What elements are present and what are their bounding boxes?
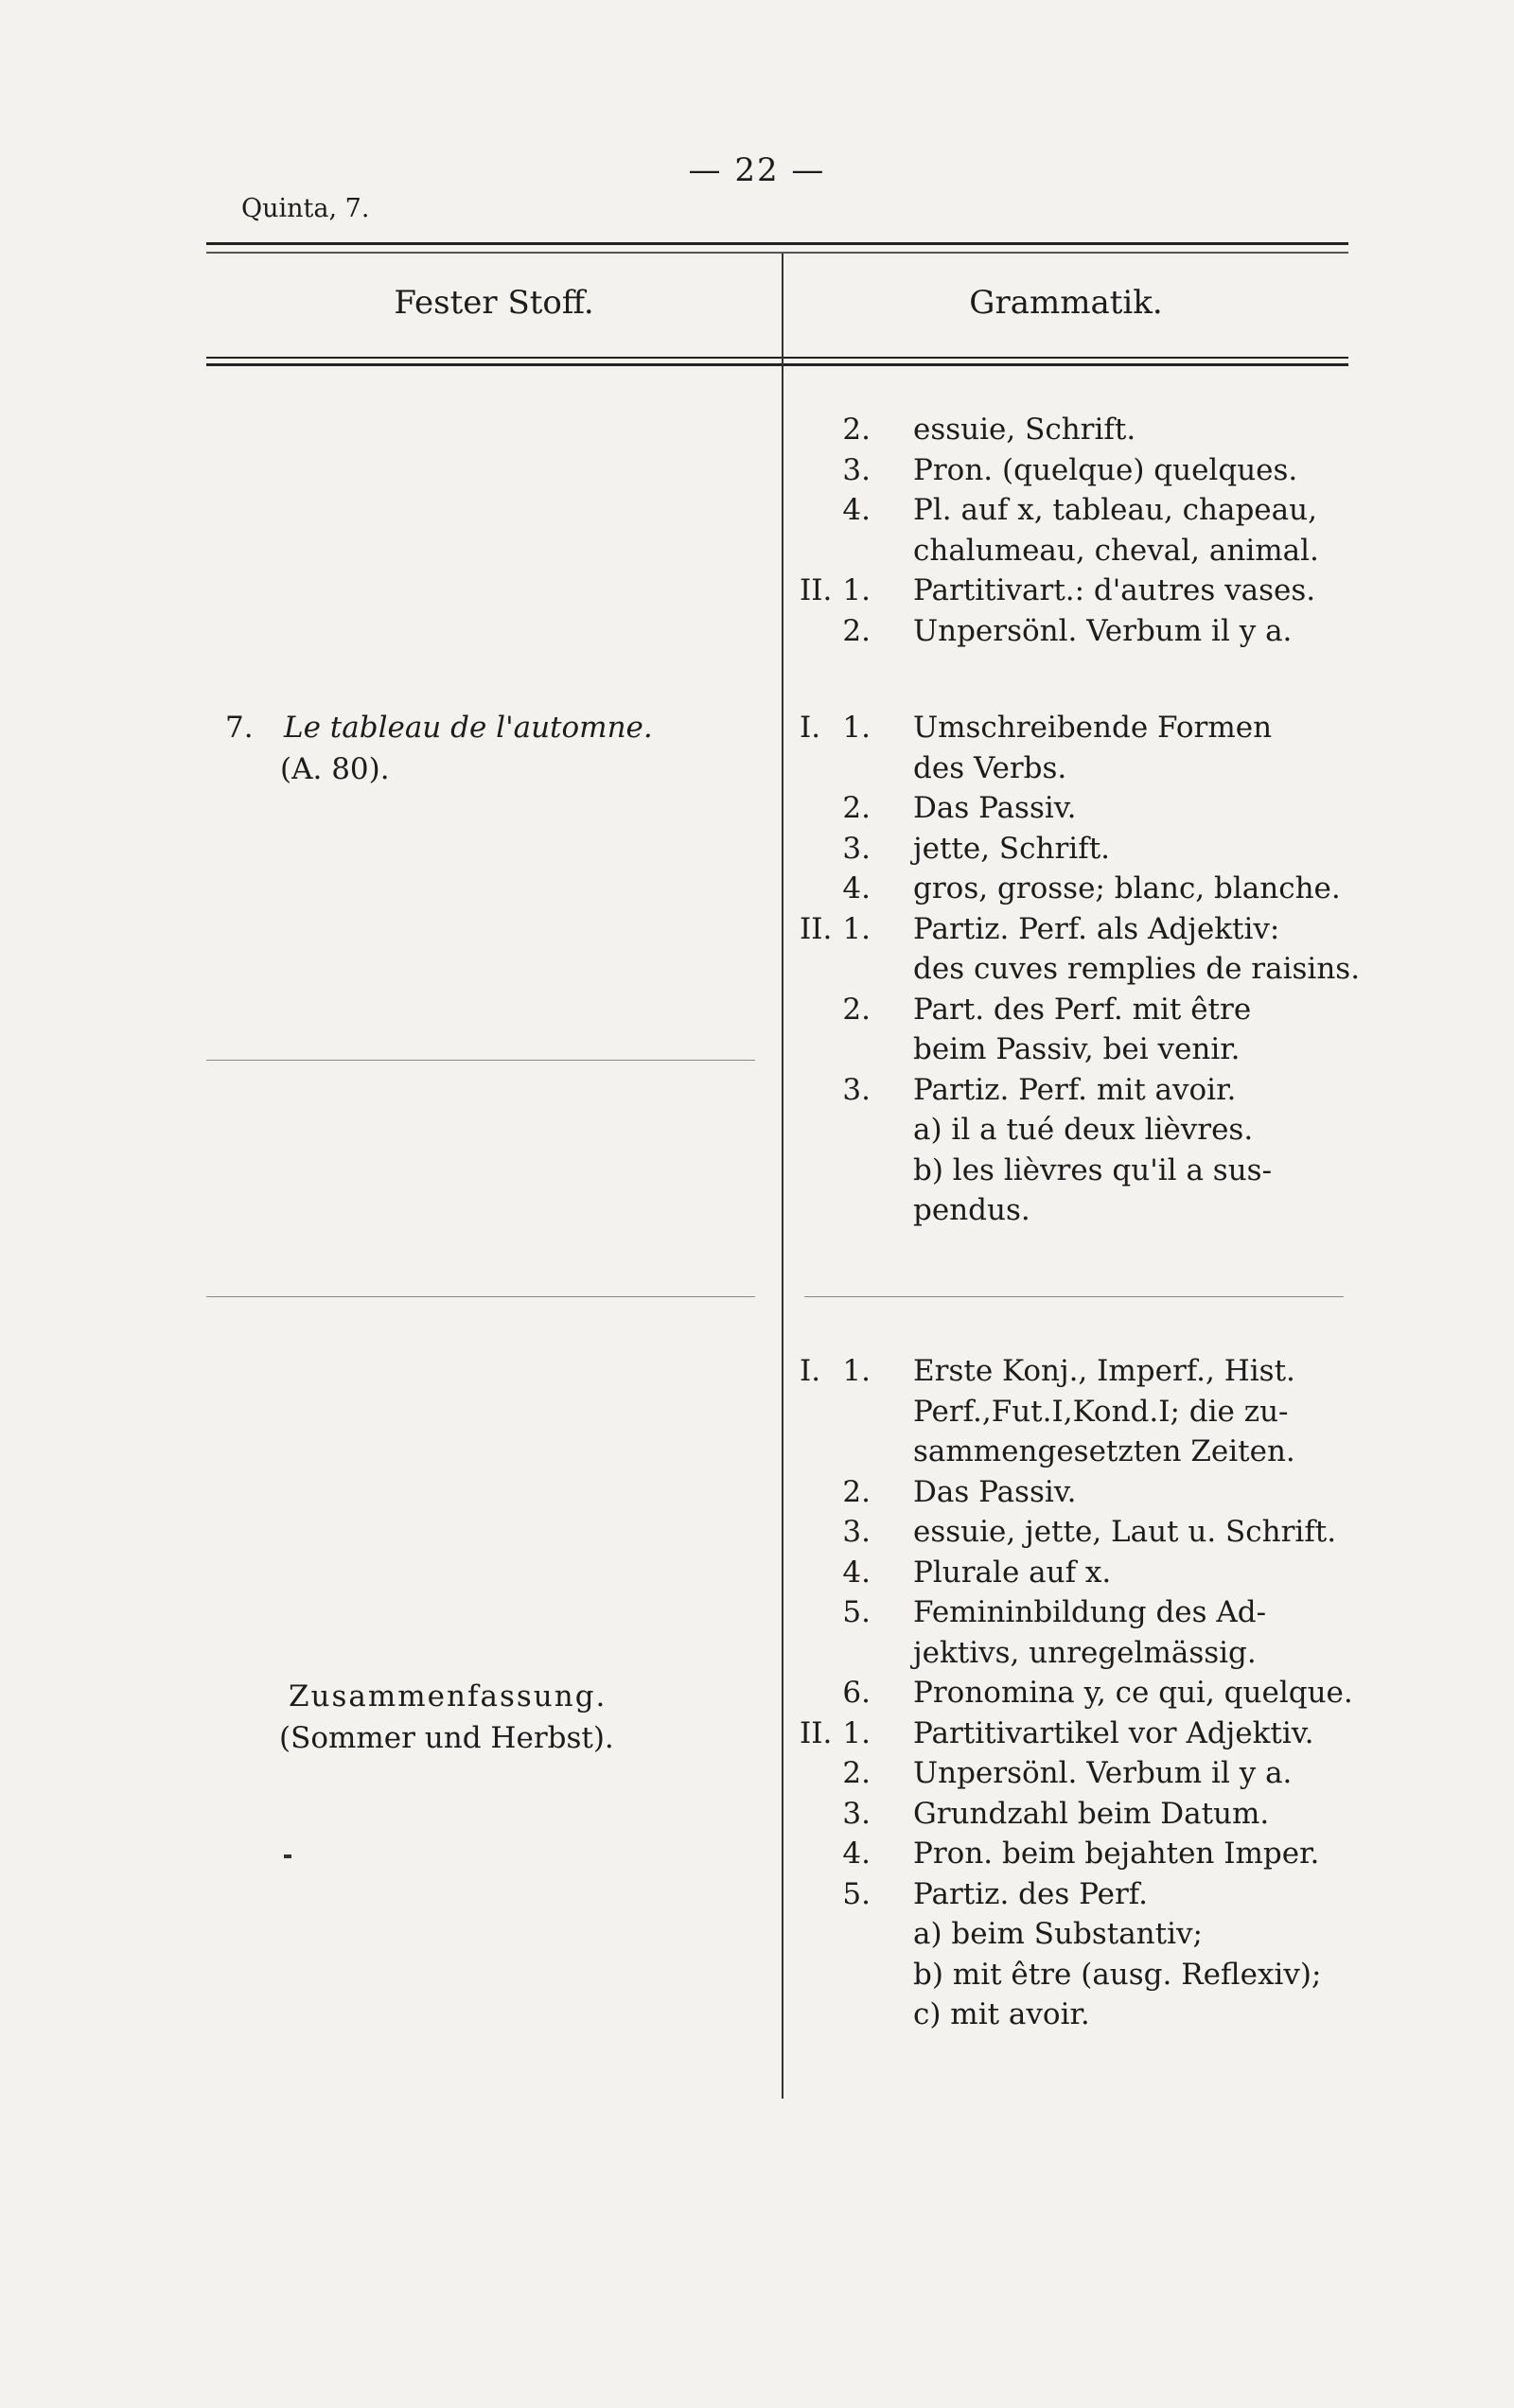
section-divider: [206, 1296, 755, 1297]
item-number: 1.: [842, 573, 871, 607]
item-7-title: Le tableau de l'automne.: [284, 711, 653, 745]
item-number: 4.: [842, 1837, 871, 1871]
item-7-number: 7.: [225, 711, 254, 745]
class-label: Quinta, 7.: [241, 194, 370, 223]
grammar-entry: a) beim Substantiv;: [913, 1917, 1203, 1951]
grammar-entry: des cuves remplies de raisins.: [913, 952, 1361, 986]
grammar-entry: Das Passiv.: [913, 1474, 1077, 1509]
section-roman-numeral: I.: [800, 711, 821, 745]
grammar-entry: Perf.,Fut.I,Kond.I; die zu-: [913, 1394, 1289, 1429]
grammar-entry: beim Passiv, bei venir.: [913, 1032, 1241, 1066]
item-number: 3.: [842, 1796, 871, 1831]
section-roman-numeral: II.: [800, 1715, 833, 1750]
grammar-entry: Unpersönl. Verbum il y a.: [913, 613, 1293, 648]
grammar-entry: essuie, Schrift.: [913, 413, 1136, 447]
item-number: 3.: [842, 1515, 871, 1549]
grammar-entry: Unpersönl. Verbum il y a.: [913, 1756, 1293, 1790]
grammar-entry: b) les lièvres qu'il a sus-: [913, 1152, 1273, 1187]
grammar-entry: Plurale auf x.: [913, 1555, 1112, 1590]
section-roman-numeral: II.: [800, 911, 833, 946]
grammar-entry: pendus.: [913, 1193, 1030, 1227]
item-number: 1.: [842, 911, 871, 946]
grammar-entry: des Verbs.: [913, 750, 1067, 785]
item-number: 3.: [842, 831, 871, 866]
grammar-entry: gros, grosse; blanc, blanche.: [913, 871, 1341, 905]
item-number: 2.: [842, 1756, 871, 1790]
grammar-entry: Part. des Perf. mit être: [913, 992, 1252, 1027]
grammar-entry: jektivs, unregelmässig.: [913, 1635, 1257, 1670]
summary-title: Zusammenfassung.: [289, 1679, 607, 1714]
item-number: 1.: [842, 1715, 871, 1750]
section-divider: [804, 1296, 1344, 1297]
grammar-entry: a) il a tué deux lièvres.: [913, 1113, 1254, 1147]
grammar-entry: Partiz. des Perf.: [913, 1876, 1148, 1911]
grammar-entry: Pronomina y, ce qui, quelque.: [913, 1676, 1353, 1710]
item-number: 6.: [842, 1676, 871, 1710]
grammar-entry: Pl. auf x, tableau, chapeau,: [913, 493, 1317, 527]
column-title-fester-stoff: Fester Stoff.: [394, 284, 594, 322]
top-rule: [206, 242, 1348, 245]
item-number: 4.: [842, 871, 871, 905]
item-number: 2.: [842, 992, 871, 1027]
grammar-entry: Grundzahl beim Datum.: [913, 1796, 1270, 1831]
item-number: 3.: [842, 1072, 871, 1107]
header-rule: [206, 357, 1348, 359]
top-rule-thin: [206, 252, 1348, 254]
grammar-entry: sammengesetzten Zeiten.: [913, 1434, 1295, 1468]
summary-subtitle: (Sommer und Herbst).: [279, 1721, 614, 1755]
item-number: 4.: [842, 1555, 871, 1590]
grammar-entry: Pron. beim bejahten Imper.: [913, 1837, 1320, 1871]
item-number: 2.: [842, 413, 871, 447]
item-number: 1.: [842, 1354, 871, 1388]
item-number: 1.: [842, 711, 871, 745]
section-divider: [206, 1060, 755, 1061]
section-roman-numeral: I.: [800, 1354, 821, 1388]
grammar-entry: Femininbildung des Ad-: [913, 1595, 1267, 1629]
grammar-entry: Umschreibende Formen: [913, 711, 1273, 745]
column-title-grammatik: Grammatik.: [969, 284, 1163, 322]
item-number: 2.: [842, 613, 871, 648]
grammar-entry: Partitivart.: d'autres vases.: [913, 573, 1316, 607]
column-divider: [782, 254, 783, 2099]
grammar-entry: Erste Konj., Imperf., Hist.: [913, 1354, 1295, 1388]
grammar-entry: Partitivartikel vor Adjektiv.: [913, 1715, 1314, 1750]
item-number: 2.: [842, 1474, 871, 1509]
item-number: 3.: [842, 452, 871, 487]
item-number: 5.: [842, 1876, 871, 1911]
page-number: — 22 —: [688, 151, 826, 189]
grammar-entry: essuie, jette, Laut u. Schrift.: [913, 1515, 1337, 1549]
grammar-entry: b) mit être (ausg. Reflexiv);: [913, 1957, 1322, 1992]
item-number: 2.: [842, 791, 871, 825]
section-roman-numeral: II.: [800, 573, 833, 607]
item-7-reference: (A. 80).: [280, 752, 390, 786]
grammar-entry: chalumeau, cheval, animal.: [913, 533, 1319, 568]
grammar-entry: jette, Schrift.: [913, 831, 1111, 866]
grammar-entry: Das Passiv.: [913, 791, 1077, 825]
item-number: 5.: [842, 1595, 871, 1629]
grammar-entry: c) mit avoir.: [913, 1997, 1090, 2031]
grammar-entry: Partiz. Perf. als Adjektiv:: [913, 911, 1280, 946]
grammar-entry: Partiz. Perf. mit avoir.: [913, 1072, 1237, 1107]
page-mark: [284, 1854, 291, 1858]
grammar-entry: Pron. (quelque) quelques.: [913, 452, 1298, 487]
item-number: 4.: [842, 493, 871, 527]
header-rule-thick: [206, 363, 1348, 366]
